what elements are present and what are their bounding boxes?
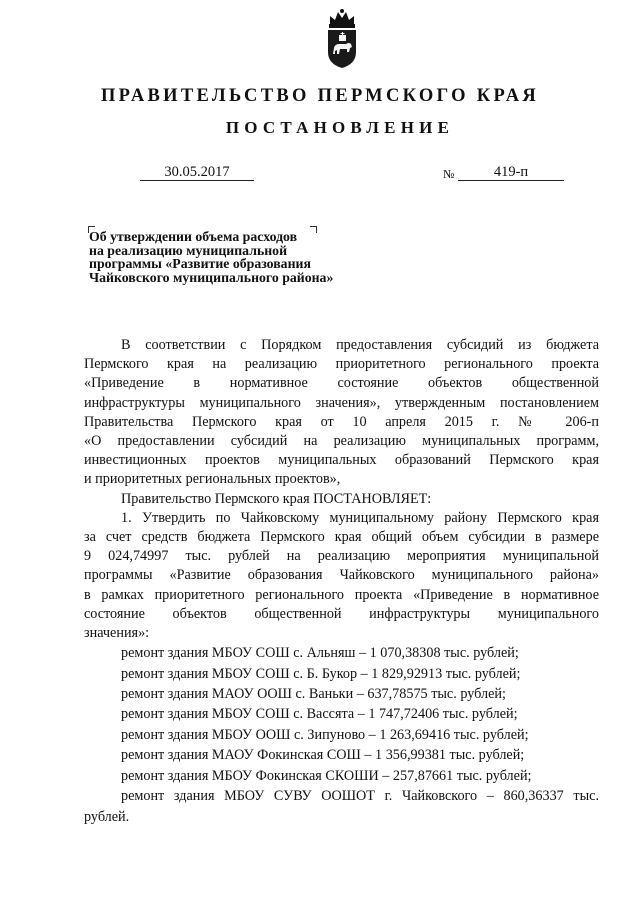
list-item-continuation: рублей.	[84, 808, 130, 825]
list-item: ремонт здания МБОУ СОШ с. Б. Букор – 1 829,92913 тыс. рублей;	[121, 665, 521, 682]
clause-line: за счет средств бюджета Пермского края общий объем субсидии в размере	[84, 529, 599, 546]
document-type: ПОСТАНОВЛЕНИЕ	[225, 118, 455, 137]
preamble-line: и приоритетных региональных проектов»,	[84, 471, 341, 488]
subject-line: на реализацию муниципальной	[89, 242, 288, 258]
document-number: 419-п	[458, 164, 564, 181]
resolution-statement: Правительство Пермского края ПОСТАНОВЛЯЕТ:	[121, 490, 432, 507]
number-sign: №	[443, 167, 455, 181]
coat-of-arms-emblem	[322, 8, 362, 70]
list-item: ремонт здания МАОУ ООШ с. Ваньки – 637,78575 тыс. рублей;	[121, 686, 506, 703]
list-item: ремонт здания МБОУ Фокинская СКОШИ – 257,87661 тыс. рублей;	[121, 767, 532, 784]
clause-line: 9 024,74997 тыс. рублей на реализацию мероприятия муниципальной	[84, 548, 599, 565]
clause-line: 1. Утвердить по Чайковскому муниципальному району Пермского края	[121, 509, 599, 526]
preamble-line: «Приведение в нормативное состояние объектов общественной	[84, 375, 599, 392]
subject-line: программы «Развитие образования	[89, 256, 311, 271]
preamble-line: инфраструктуры муниципального значения», утвержденным постановлением	[84, 394, 599, 411]
document-subject	[89, 230, 369, 284]
organization-title: ПРАВИТЕЛЬСТВО ПЕРМСКОГО КРАЯ	[100, 86, 540, 106]
preamble-line: В соответствии с Порядком предоставления субсидий из бюджета	[121, 337, 599, 353]
clause-line: программы «Развитие образования Чайковского муниципального района»	[84, 567, 599, 584]
document-date: 30.05.2017	[140, 164, 254, 181]
subject-line: Об утверждении объема расходов	[89, 229, 298, 244]
list-item: ремонт здания МБОУ СОШ с. Вассята – 1 747,72406 тыс. рублей;	[121, 706, 518, 723]
subject-line: Чайковского муниципального района»	[89, 269, 334, 285]
clause-line: в рамках приоритетного регионального проекта «Приведение в нормативное	[84, 586, 599, 603]
clause-line: состояние объектов общественной инфраструктуры муниципального	[84, 605, 599, 622]
preamble-line: Пермского края на реализацию приоритетного регионального проекта	[84, 356, 599, 373]
list-item: ремонт здания МАОУ Фокинская СОШ – 1 356,99381 тыс. рублей;	[121, 747, 525, 764]
list-item: ремонт здания МБОУ СУВУ ООШОТ г. Чайковского – 860,36337 тыс.	[121, 788, 599, 805]
preamble-line: инвестиционных проектов муниципальных образований Пермского края	[84, 452, 599, 469]
list-item: ремонт здания МБОУ СОШ с. Альняш – 1 070,38308 тыс. рублей;	[121, 645, 519, 662]
preamble-line: «О предоставлении субсидий на реализацию муниципальных программ,	[84, 433, 599, 450]
clause-line: значения»:	[84, 625, 150, 642]
list-item: ремонт здания МБОУ ООШ с. Зипуново – 1 263,69416 тыс. рублей;	[121, 726, 529, 743]
preamble-line: Правительства Пермского края от 10 апреля 2015 г. № 206-п	[84, 413, 599, 430]
document-body	[84, 336, 599, 827]
